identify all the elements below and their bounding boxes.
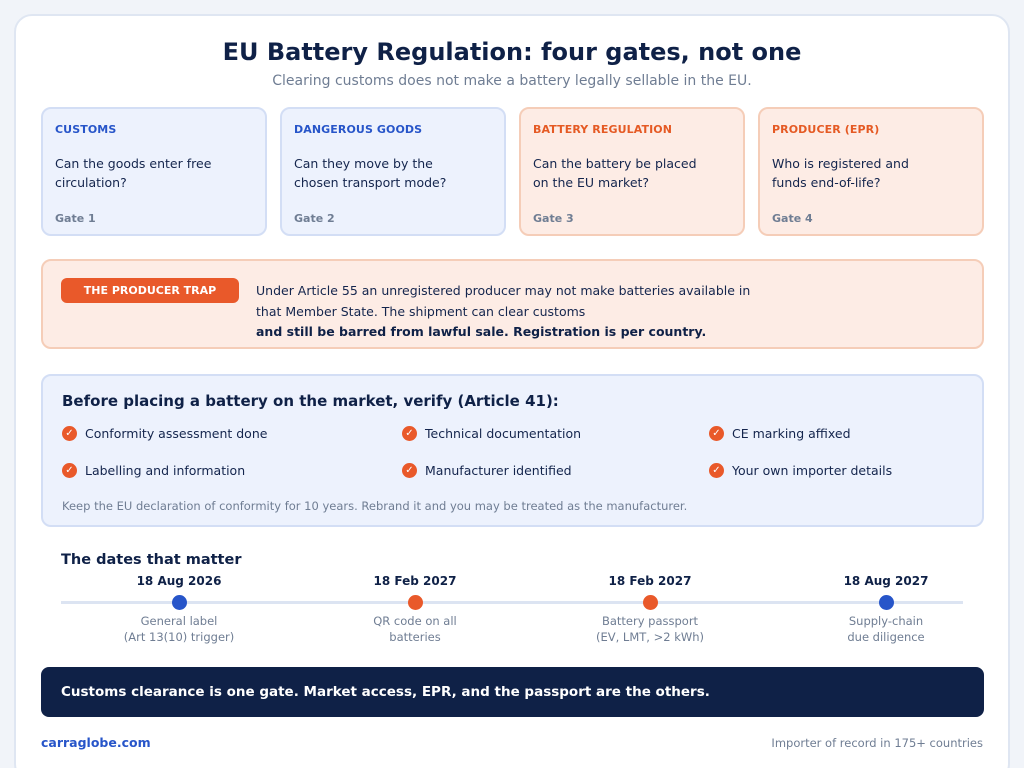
producer-trap-badge: THE PRODUCER TRAP: [61, 278, 239, 303]
gate-label: Gate 3: [533, 212, 574, 225]
timeline-dot: [408, 595, 423, 610]
timeline-dot: [172, 595, 187, 610]
check-icon: ✓: [709, 463, 724, 478]
gate-card-battery-regulation: [519, 107, 745, 236]
timeline-line: [61, 601, 963, 604]
gate-question: Can the goods enter free circulation?: [55, 156, 212, 190]
timeline-label-line: QR code on all: [373, 614, 457, 628]
checklist-title: Before placing a battery on the market, verify (Article 41):: [62, 392, 559, 410]
gate-heading: PRODUCER (EPR): [772, 123, 880, 136]
producer-trap-panel: [41, 259, 984, 349]
producer-trap-text: [256, 281, 776, 343]
timeline-label-line: Battery passport: [601, 614, 699, 628]
gate-card-customs: [41, 107, 267, 236]
producer-trap-body: Under Article 55 an unregistered producer may not make batteries available in that Member State. The shipment can clear customs: [256, 283, 751, 319]
timeline-label-line: Supply-chain: [848, 614, 924, 628]
gate-question: Can the battery be placed on the EU market?: [533, 156, 697, 190]
timeline-label-line: due diligence: [847, 630, 925, 644]
gate-heading: BATTERY REGULATION: [533, 123, 673, 136]
checklist-item: [62, 425, 267, 441]
summary-banner: Customs clearance is one gate. Market access, EPR, and the passport are the others.: [41, 667, 984, 717]
timeline-date: 18 Aug 2027: [843, 574, 929, 588]
dates-title: The dates that matter: [61, 552, 242, 568]
timeline-label: [89, 613, 269, 645]
timeline-label-line: batteries: [389, 630, 441, 644]
gate-heading: CUSTOMS: [55, 123, 117, 136]
timeline-label-line: (EV, LMT, >2 kWh): [595, 630, 704, 644]
footer-brand-link[interactable]: carraglobe.com: [41, 735, 151, 750]
timeline-label: [325, 613, 505, 645]
timeline-dot: [643, 595, 658, 610]
gate-question: Can they move by the chosen transport mode?: [294, 156, 447, 190]
timeline-label: [560, 613, 740, 645]
checklist-item: [402, 462, 572, 478]
page-subtitle: Clearing customs does not make a battery legally sellable in the EU.: [272, 73, 752, 89]
check-icon: ✓: [402, 463, 417, 478]
timeline-date: 18 Feb 2027: [608, 574, 692, 588]
checklist-item: [62, 462, 245, 478]
checklist-item-label: Technical documentation: [425, 425, 582, 441]
checklist-item: [402, 425, 581, 441]
checklist-item-label: CE marking affixed: [732, 425, 851, 441]
page-title: EU Battery Regulation: four gates, not one: [222, 38, 802, 66]
checklist-item-label: Labelling and information: [85, 462, 246, 478]
producer-trap-emphasis: and still be barred from lawful sale. Registration is per country.: [256, 324, 707, 339]
timeline-label-line: General label: [140, 614, 218, 628]
timeline-date: 18 Feb 2027: [373, 574, 457, 588]
checklist-item: [709, 462, 892, 478]
verify-checklist-panel: [41, 374, 984, 527]
gate-card-dangerous-goods: [280, 107, 506, 236]
checklist-item: [709, 425, 851, 441]
checklist-item-label: Your own importer details: [732, 462, 893, 478]
footer-tagline: Importer of record in 175+ countries: [771, 736, 983, 750]
gate-label: Gate 1: [55, 212, 96, 225]
gate-label: Gate 4: [772, 212, 813, 225]
check-icon: ✓: [62, 463, 77, 478]
checklist-item-label: Manufacturer identified: [425, 462, 572, 478]
gate-label: Gate 2: [294, 212, 335, 225]
gate-heading: DANGEROUS GOODS: [294, 123, 423, 136]
timeline-dot: [879, 595, 894, 610]
check-icon: ✓: [402, 426, 417, 441]
checklist-note: Keep the EU declaration of conformity for 10 years. Rebrand it and you may be treated as the manufacturer.: [62, 499, 688, 513]
check-icon: ✓: [62, 426, 77, 441]
gate-question: Who is registered and funds end-of-life?: [772, 156, 909, 190]
checklist-item-label: Conformity assessment done: [85, 425, 268, 441]
gate-card-producer-epr: [758, 107, 984, 236]
check-icon: ✓: [709, 426, 724, 441]
timeline-date: 18 Aug 2026: [136, 574, 222, 588]
timeline-label: [796, 613, 976, 645]
timeline-label-line: (Art 13(10) trigger): [123, 630, 235, 644]
